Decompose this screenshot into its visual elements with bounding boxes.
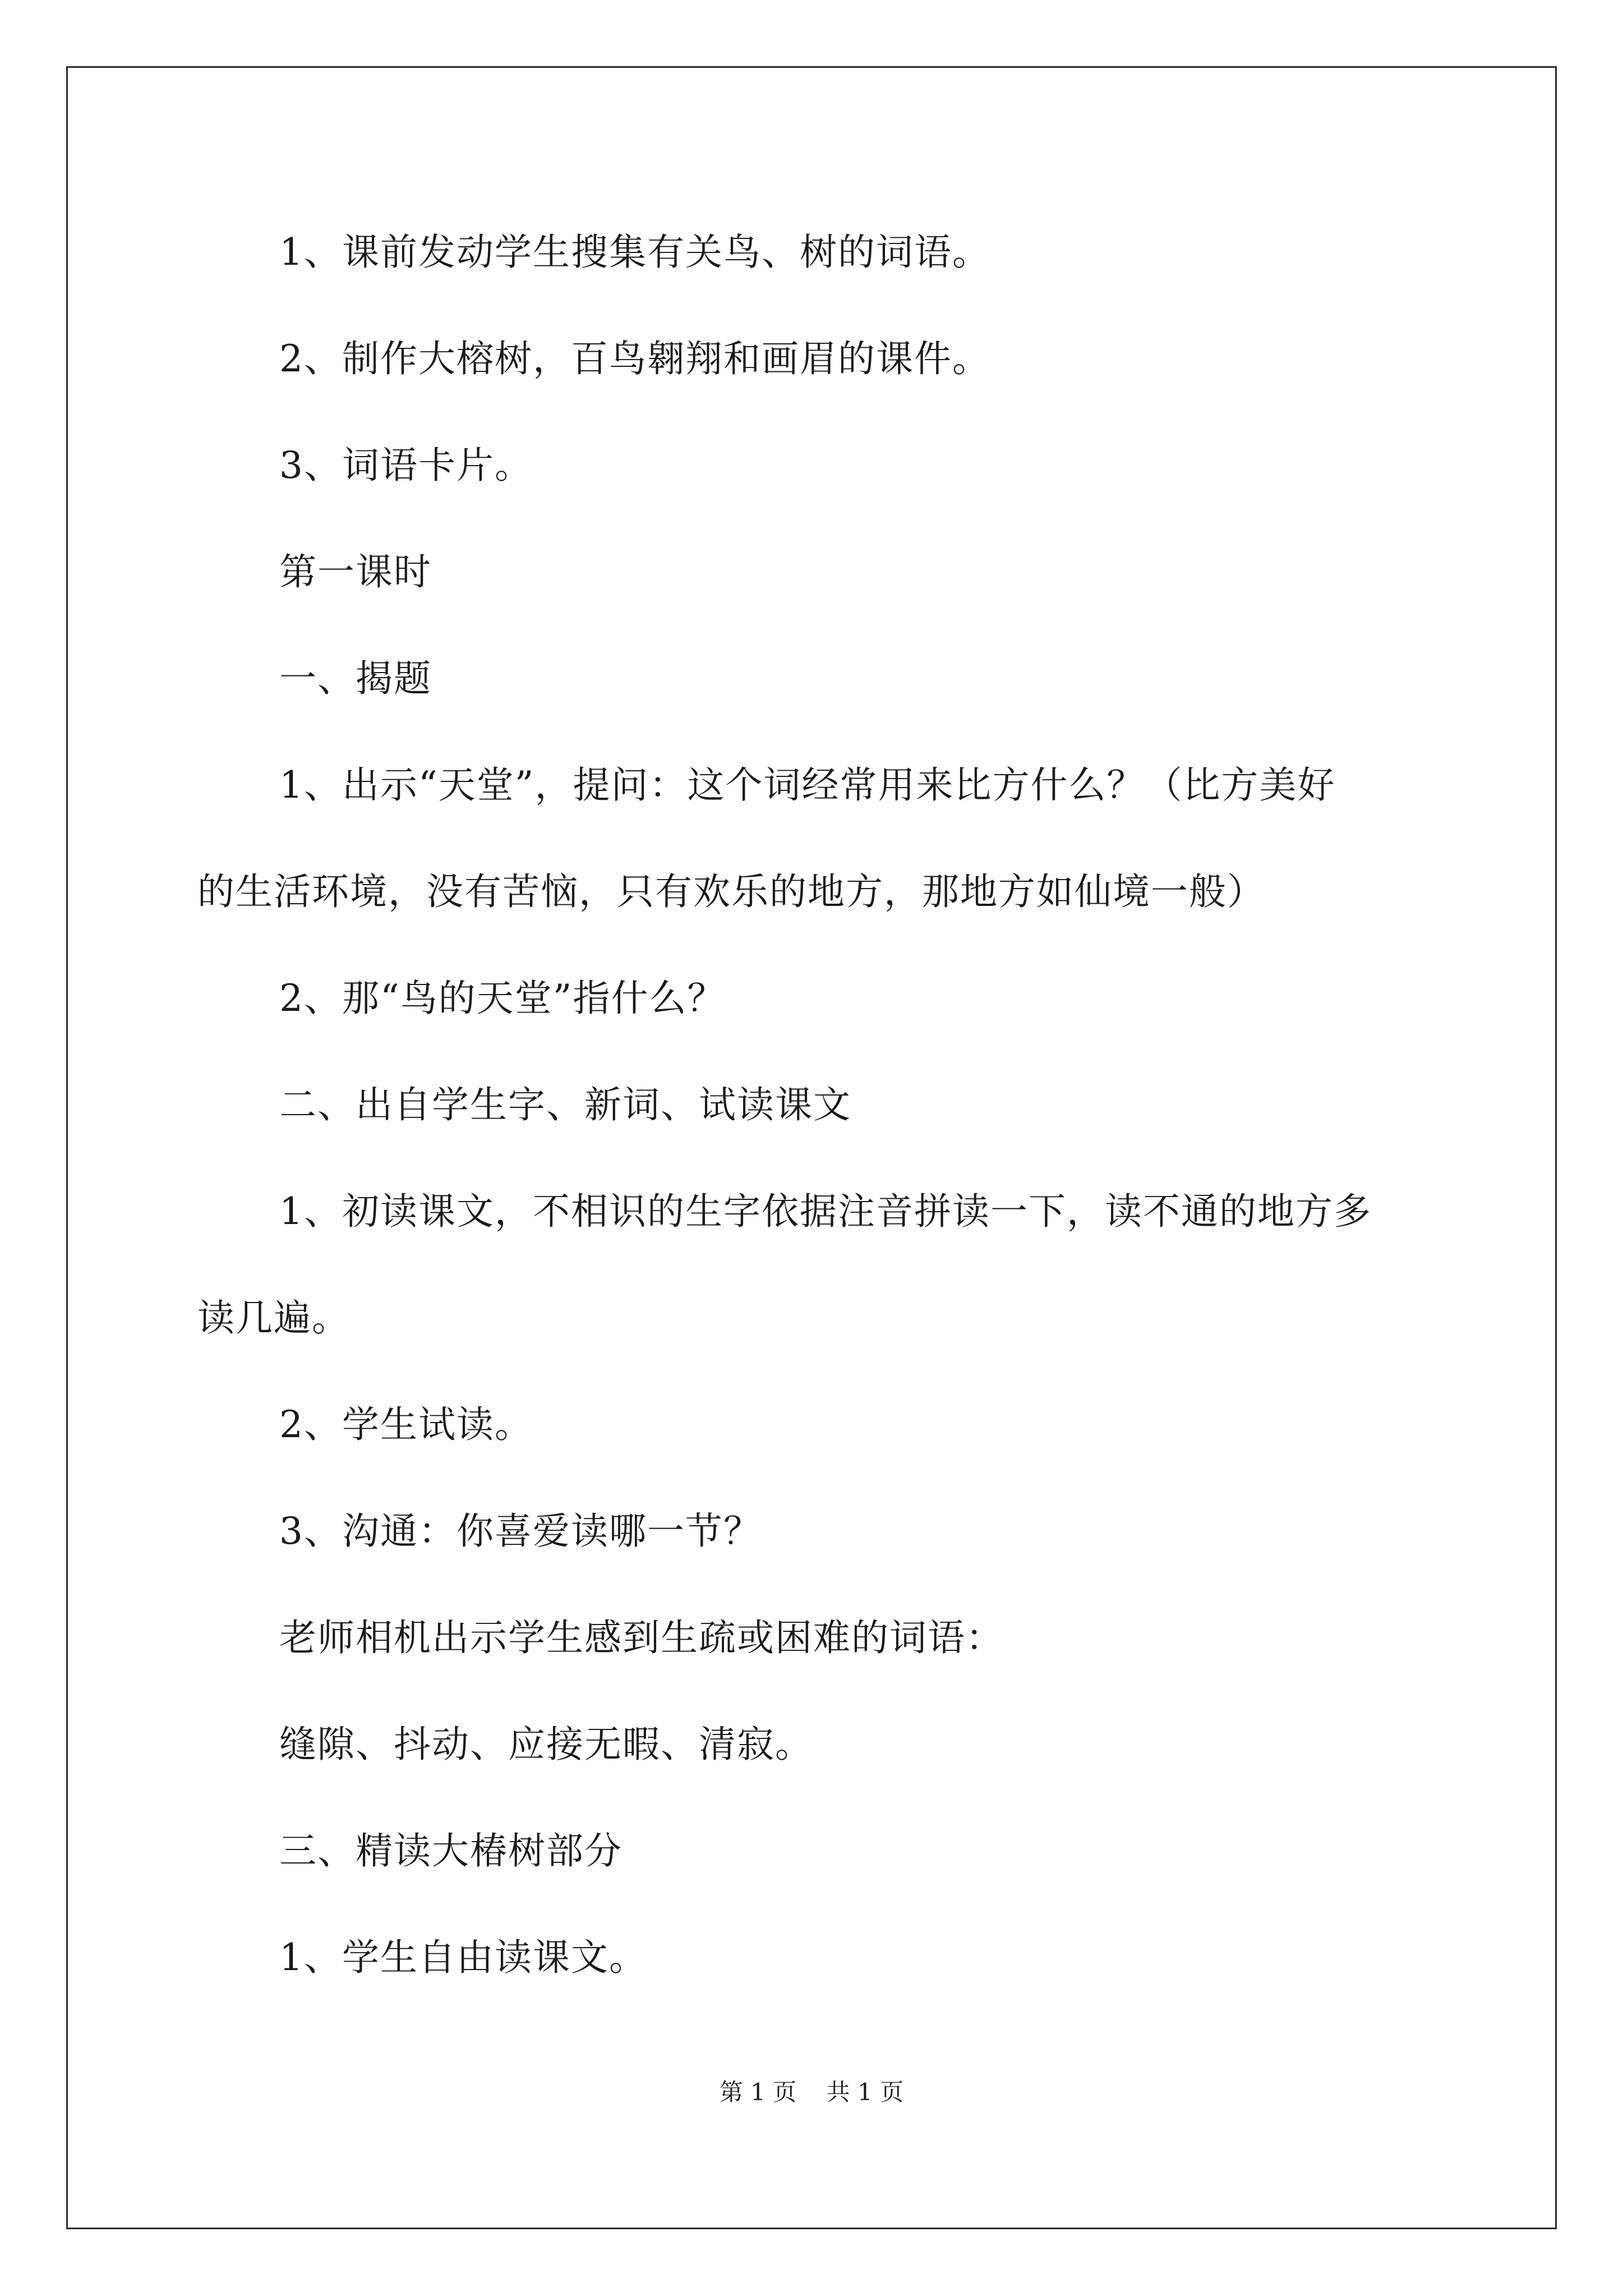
page-footer: [0, 2078, 1623, 2106]
section-heading: 一、揭题: [279, 657, 432, 700]
paragraph-continuation: 读几遍。: [197, 1296, 350, 1340]
section-heading: 二、出自学生字、新词、试读课文: [279, 1083, 851, 1126]
paragraph: 1、学生自由读课文。: [279, 1936, 647, 1979]
page-border: [66, 66, 1557, 2229]
section-heading: 三、精读大椿树部分: [279, 1829, 623, 1872]
paragraph: 2、制作大榕树，百鸟翱翔和画眉的课件。: [279, 337, 990, 380]
paragraph: 3、词语卡片。: [279, 444, 533, 487]
paragraph: 老师相机出示学生感到生疏或困难的词语：: [279, 1616, 1004, 1659]
paragraph: 缝隙、抖动、应接无暇、清寂。: [279, 1723, 813, 1766]
section-heading: 第一课时: [279, 550, 432, 593]
paragraph: 3、沟通：你喜爱读哪一节？: [279, 1510, 762, 1553]
paragraph: 1、课前发动学生搜集有关鸟、树的词语。: [279, 231, 990, 274]
paragraph-continuation: 的生活环境，没有苦恼，只有欢乐的地方，那地方如仙境一般）: [197, 870, 1265, 913]
paragraph: 2、学生试读。: [279, 1403, 533, 1446]
page-total: 共 1 页: [826, 2078, 904, 2106]
page-number: 第 1 页: [719, 2078, 797, 2106]
paragraph: 2、那“鸟的天堂”指什么？: [279, 977, 726, 1020]
paragraph: 1、出示“天堂”，提问：这个词经常用来比方什么？（比方美好: [279, 763, 1336, 807]
paragraph: 1、初读课文，不相识的生字依据注音拼读一下，读不通的地方多: [279, 1190, 1372, 1233]
